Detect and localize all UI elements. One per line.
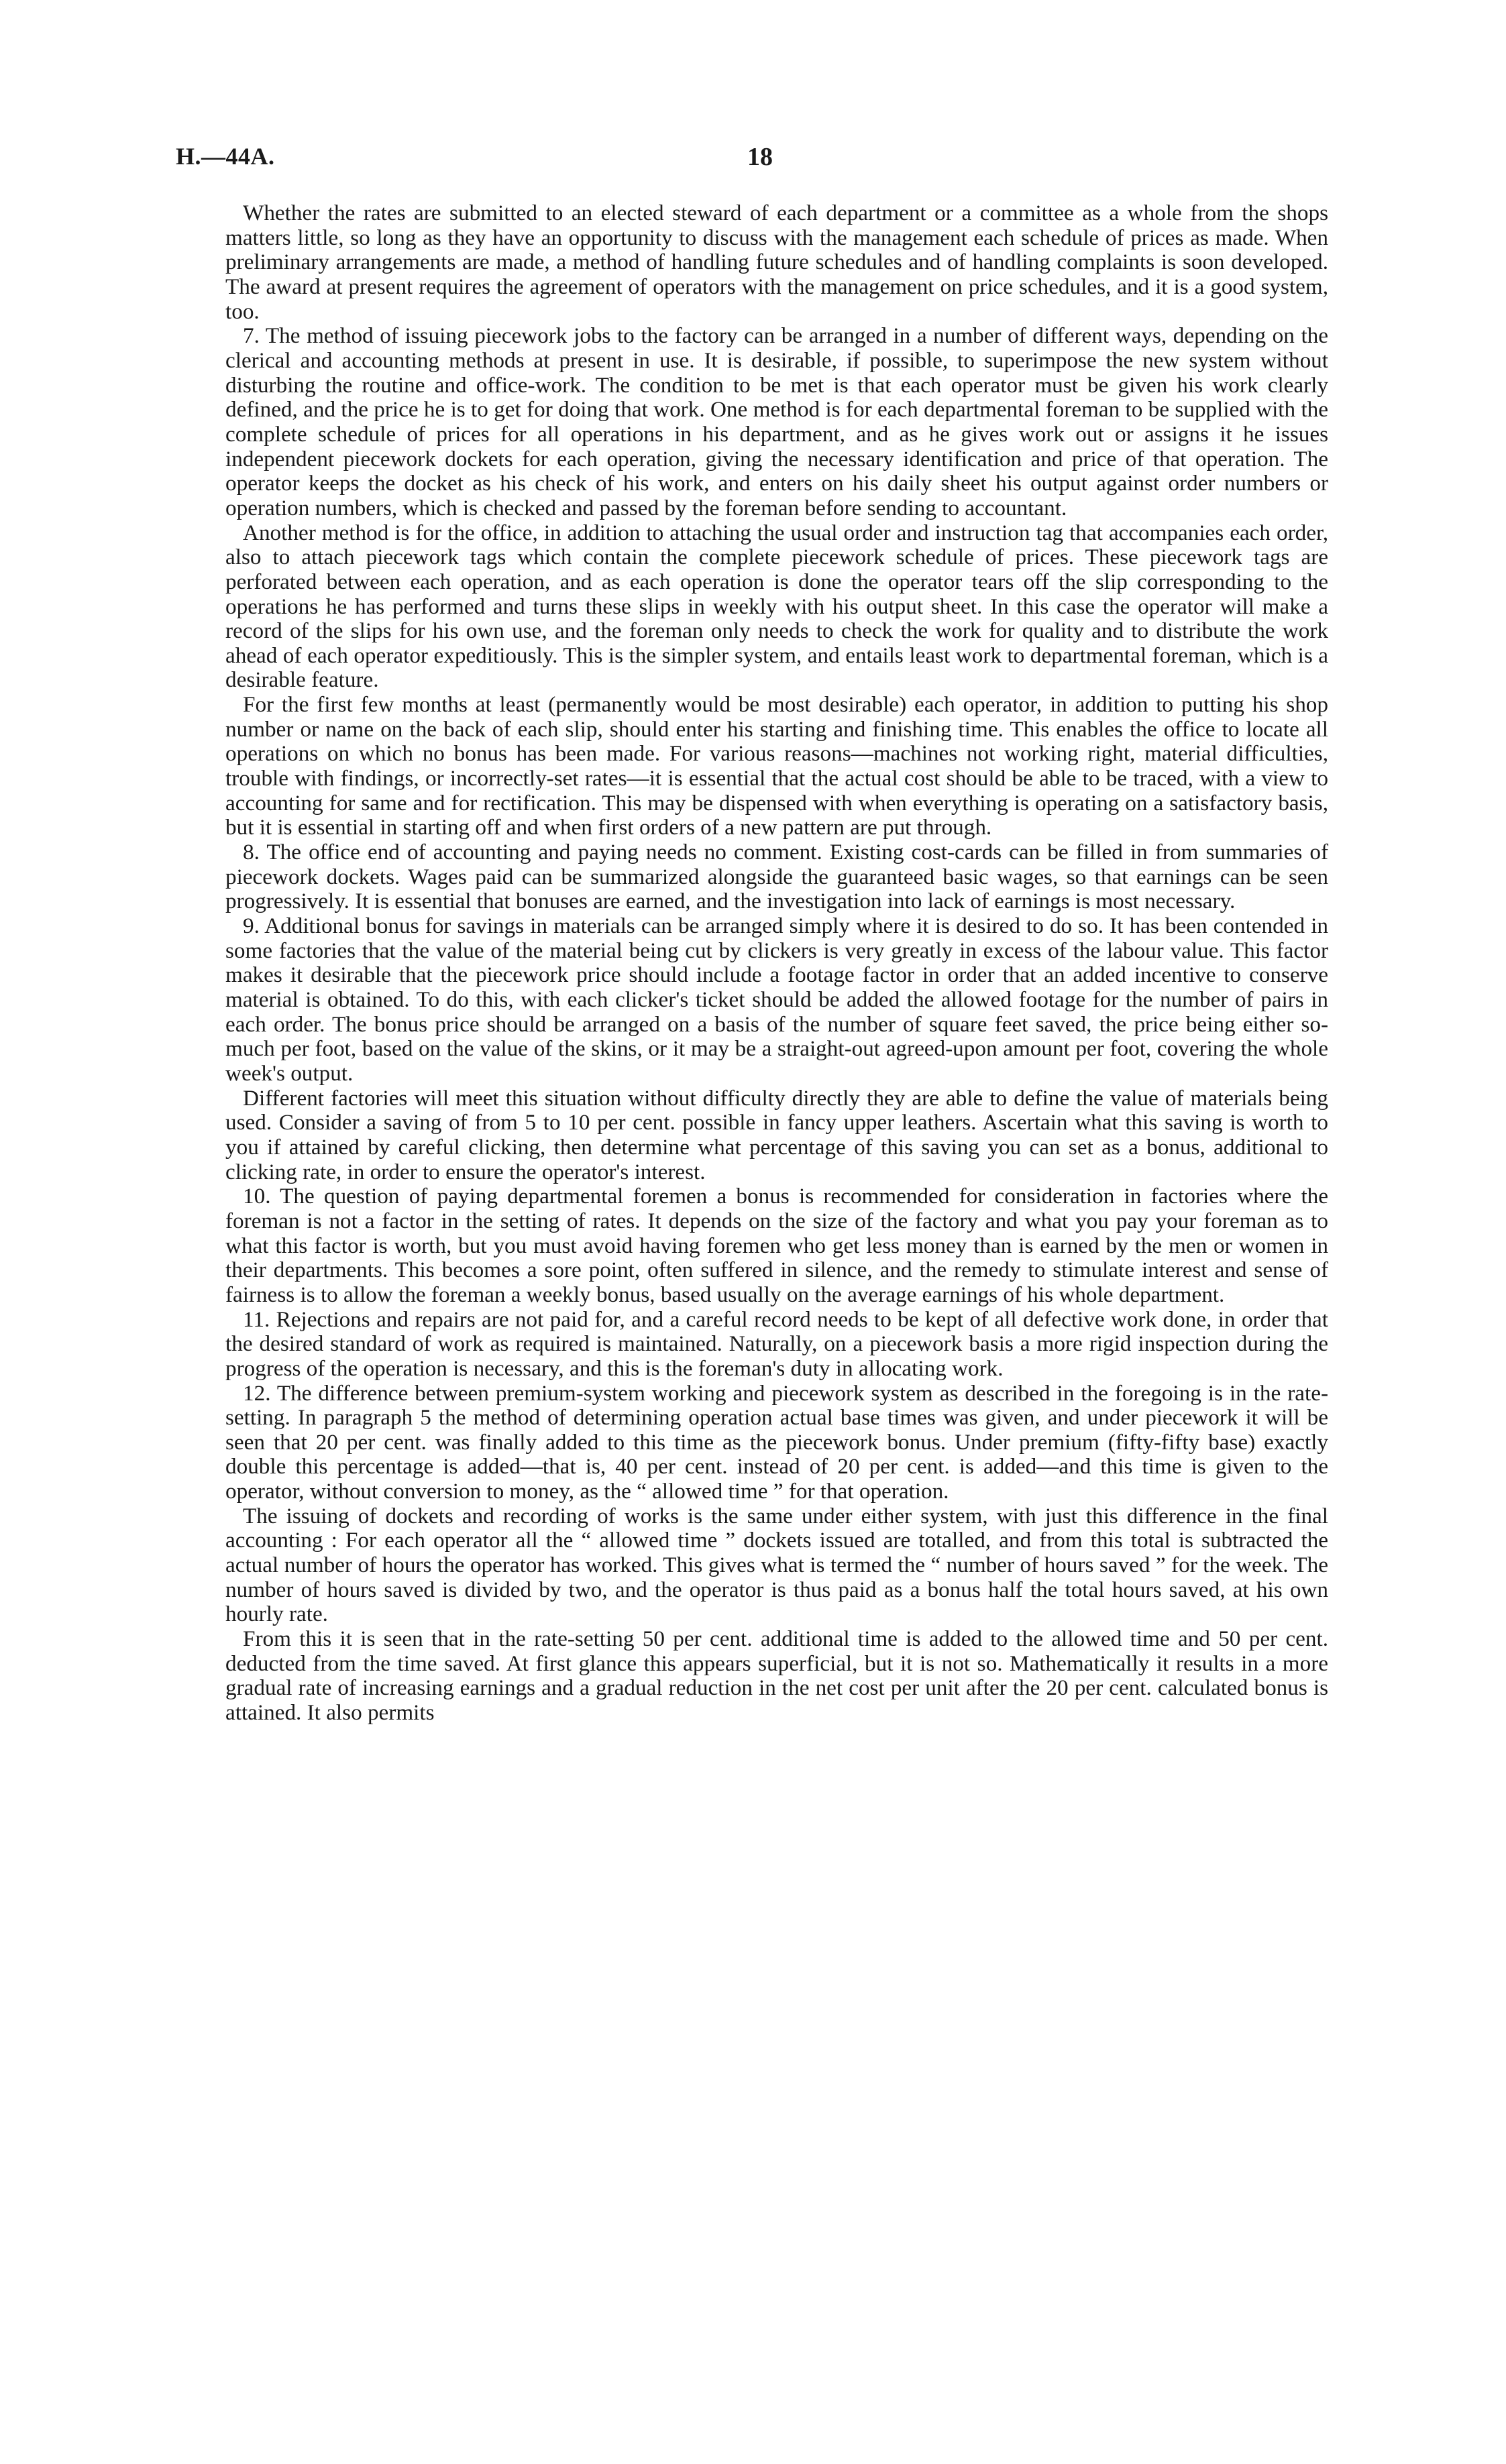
paragraph-first-months: For the first few months at least (permanently would be most desirable) each operator, in addition to putting his shop number or name on the back of each slip, should enter his starting and finishing time. This enables the office to locate all operations on which no bonus has been made. For various reasons—machines not working right, material difficulties, trouble with findings, or incorrectly-set rates—it is essential that the actual cost should be able to be traced, with a view to accounting for same and for rectification. This may be dispensed with when everything is operating on a satisfactory basis, but it is essential in starting off and when first orders of a new pattern are put through. [225,692,1328,840]
paragraph-issuing-dockets: The issuing of dockets and recording of works is the same under either system, with just this difference in the final accounting : For each operator all the “ allowed time ” dockets issued are totalled, and from this total is subtracted the actual number of hours the operator has worked. This gives what is termed the “ number of hours saved ” for the week. The number of hours saved is divided by two, and the operator is thus paid as a bonus half the total hours saved, at his own hourly rate. [225,1503,1328,1627]
paragraph-rate-setting: From this it is seen that in the rate-setting 50 per cent. additional time is added to the allowed time and 50 per cent. deducted from the time saved. At first glance this appears superficial, but it is not so. Mathematically it results in a more gradual rate of increasing earnings and a gradual reduction in the net cost per unit after the 20 per cent. calculated bonus is attained. It also permits [225,1626,1328,1726]
page-number: 18 [747,143,773,171]
running-header [176,142,1328,174]
paragraph-8-office-accounting: 8. The office end of accounting and paying needs no comment. Existing cost-cards can be filled in from summaries of piecework dockets. Wages paid can be summarized alongside the guaranteed basic wages, so that earnings can be seen progressively. It is essential that bonuses are earned, and the investigation into lack of earnings is most necessary. [225,840,1328,914]
document-reference: H.—44A. [176,143,275,170]
body-text [225,201,1328,1726]
paragraph-12-premium-system: 12. The difference between premium-system working and piecework system as described in the foregoing is in the rate-setting. In paragraph 5 the method of determining operation actual base times was given, and under piecework it will be seen that 20 per cent. was finally added to this time as the piecework bonus. Under premium (fifty-fifty base) exactly double this percentage is added—that is, 40 per cent. instead of 20 per cent. is added—and this time is given to the operator, without conversion to money, as the “ allowed time ” for that operation. [225,1380,1328,1504]
paragraph-7-issuing-piecework: 7. The method of issuing piecework jobs to the factory can be arranged in a number of different ways, depending on the clerical and accounting methods at present in use. It is desirable, if possible, to superimpose the new system without disturbing the routine and office-work. The condition to be met is that each operator must be given his work clearly defined, and the price he is to get for doing that work. One method is for each departmental foreman to be supplied with the complete schedule of prices for all operations in his department, and as he gives work out or assigns it he issues independent piecework dockets for each operation, giving the necessary identification and price of that operation. The operator keeps the docket as his check of his work, and enters on his daily sheet his output against order numbers or operation numbers, which is checked and passed by the foreman before sending to accountant. [225,323,1328,520]
paragraph-10-foremen-bonus: 10. The question of paying departmental foremen a bonus is recommended for consideration in factories where the foreman is not a factor in the setting of rates. It depends on the size of the factory and what you pay your foreman as to what this factor is worth, but you must avoid having foremen who get less money than is earned by the men or women in their departments. This becomes a sore point, often suffered in silence, and the remedy to stimulate interest and sense of fairness is to allow the foreman a weekly bonus, based usually on the average earnings of his whole department. [225,1184,1328,1307]
paragraph-stewards: Whether the rates are submitted to an elected steward of each department or a committee as a whole from the shops matters little, so long as they have an opportunity to discuss with the management each schedule of prices as made. When preliminary arrangements are made, a method of handling future schedules and of handling complaints is soon developed. The award at present requires the agreement of operators with the management on price schedules, and it is a good system, too. [225,201,1328,324]
paragraph-11-rejections: 11. Rejections and repairs are not paid for, and a careful record needs to be kept of all defective work done, in order that the desired standard of work as required is maintained. Naturally, on a piecework basis a more rigid inspection during the progress of the operation is necessary, and this is the foreman's duty in allocating work. [225,1306,1328,1381]
paragraph-another-method: Another method is for the office, in addition to attaching the usual order and instruction tag that accompanies each order, also to attach piecework tags which contain the complete piecework schedule of prices. These piecework tags are perforated between each operation, and as each operation is done the operator tears off the slip corresponding to the operations he has performed and turns these slips in weekly with his output sheet. In this case the operator will make a record of the slips for his own use, and the foreman only needs to check the work for quality and to distribute the work ahead of each operator expeditiously. This is the simpler system, and entails least work to departmental foreman, which is a desirable feature. [225,520,1328,693]
paragraph-9-material-bonus: 9. Additional bonus for savings in materials can be arranged simply where it is desired to do so. It has been contended in some factories that the value of the material being cut by clickers is very greatly in excess of the labour value. This factor makes it desirable that the piecework price should include a footage factor in order that an added incentive to conserve material is obtained. To do this, with each clicker's ticket should be added the allowed footage for the number of pairs in each order. The bonus price should be arranged on a basis of the number of square feet saved, the price being either so-much per foot, based on the value of the skins, or it may be a straight-out agreed-upon amount per foot, covering the whole week's output. [225,913,1328,1086]
paragraph-different-factories: Different factories will meet this situation without difficulty directly they are able to define the value of materials being used. Consider a saving of from 5 to 10 per cent. possible in fancy upper leathers. Ascertain what this saving is worth to you if attained by careful clicking, then determine what percentage of this saving you can set as a bonus, additional to clicking rate, in order to ensure the operator's interest. [225,1085,1328,1184]
